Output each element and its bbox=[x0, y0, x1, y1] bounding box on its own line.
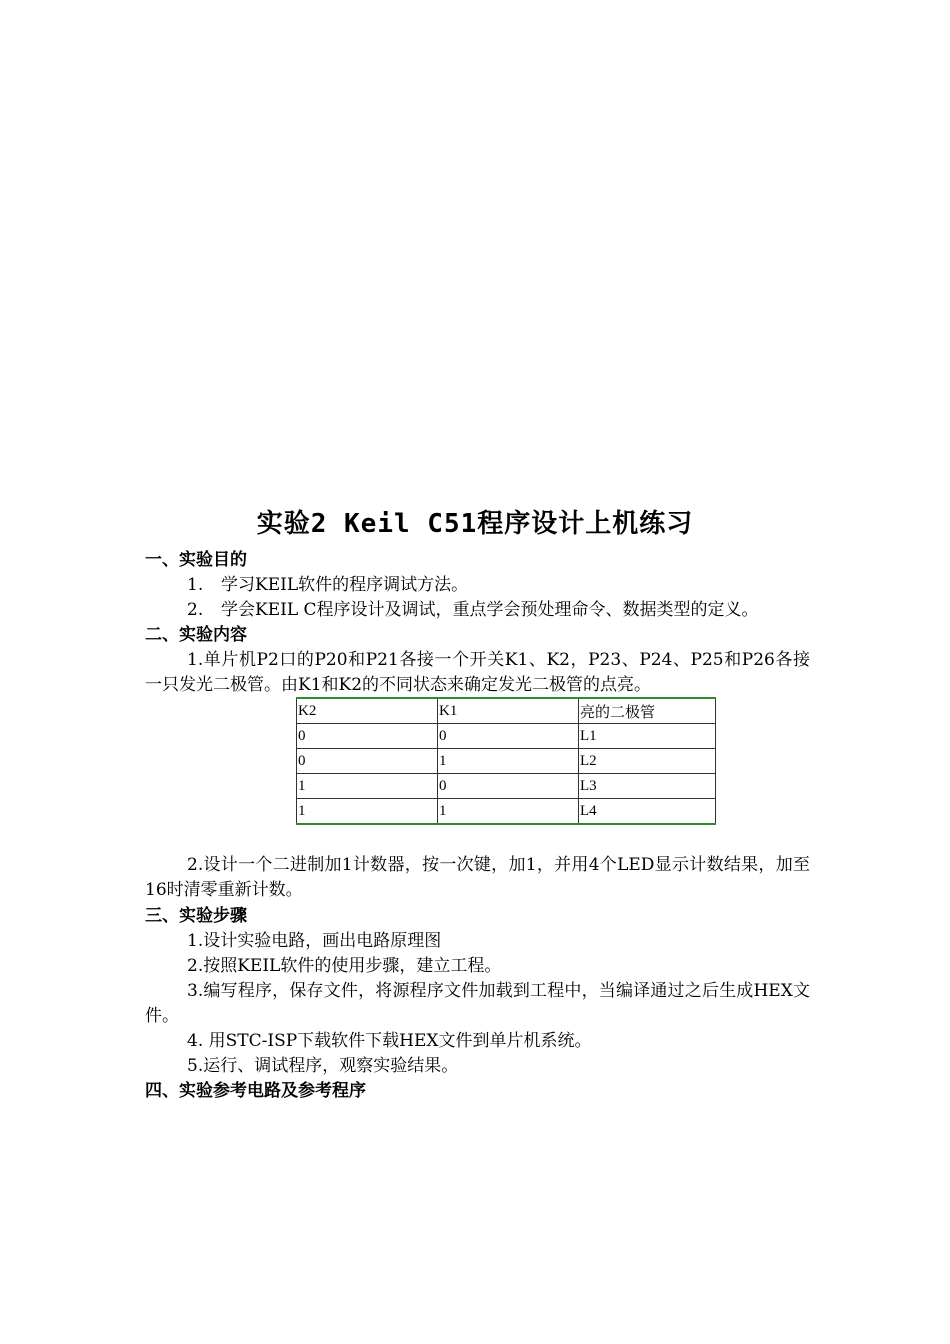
step-item: 4. 用STC-ISP下载软件下载HEX文件到单片机系统。 bbox=[187, 1031, 592, 1051]
table-cell: 1 bbox=[297, 799, 438, 825]
table-row bbox=[297, 799, 716, 825]
section-steps bbox=[145, 904, 810, 1104]
page-title: 实验2 Keil C51程序设计上机练习 bbox=[256, 509, 694, 539]
paragraph: 1.单片机P2口的P20和P21各接一个开关K1、K2，P23、P24、P25和P26各接一只发光二极管。由K1和K2的不同状态来确定发光二极管的点亮。 bbox=[145, 650, 810, 695]
table-cell: 1 bbox=[438, 749, 579, 774]
table-cell: L4 bbox=[579, 799, 716, 825]
step-item: 5.运行、调试程序，观察实验结果。 bbox=[187, 1056, 459, 1076]
section-objectives bbox=[145, 548, 810, 623]
table-cell: 0 bbox=[438, 774, 579, 799]
section-content-continued bbox=[145, 853, 810, 903]
table-cell: L1 bbox=[579, 724, 716, 749]
table-header-cell: K1 bbox=[438, 698, 579, 724]
section-heading: 一、实验目的 bbox=[145, 550, 247, 570]
step-item: 3.编写程序，保存文件，将源程序文件加载到工程中，当编译通过之后生成HEX文件。 bbox=[145, 981, 810, 1026]
section-heading: 二、实验内容 bbox=[145, 625, 247, 645]
table-row bbox=[297, 749, 716, 774]
table-header-cell: K2 bbox=[297, 698, 438, 724]
table-cell: L3 bbox=[579, 774, 716, 799]
table-row bbox=[297, 774, 716, 799]
item-number: 1. bbox=[187, 575, 204, 595]
table-cell: L2 bbox=[579, 749, 716, 774]
section-heading: 三、实验步骤 bbox=[145, 906, 247, 926]
table-header-row bbox=[297, 698, 716, 724]
list-item bbox=[145, 573, 810, 598]
section-heading: 四、实验参考电路及参考程序 bbox=[145, 1081, 366, 1101]
paragraph: 2.设计一个二进制加1计数器，按一次键，加1，并用4个LED显示计数结果，加至16时清零重新计数。 bbox=[145, 855, 810, 900]
item-number: 2. bbox=[187, 600, 204, 620]
item-text: 学习KEIL软件的程序调试方法。 bbox=[221, 575, 469, 595]
table-row bbox=[297, 724, 716, 749]
state-table bbox=[296, 697, 716, 825]
list-item bbox=[145, 598, 810, 623]
table-cell: 1 bbox=[438, 799, 579, 825]
table-header-cell: 亮的二极管 bbox=[579, 698, 716, 724]
step-item: 1.设计实验电路，画出电路原理图 bbox=[187, 931, 442, 951]
table-cell: 0 bbox=[438, 724, 579, 749]
table-cell: 1 bbox=[297, 774, 438, 799]
section-content bbox=[145, 623, 810, 698]
step-item: 2.按照KEIL软件的使用步骤，建立工程。 bbox=[187, 956, 502, 976]
table-cell: 0 bbox=[297, 724, 438, 749]
table-cell: 0 bbox=[297, 749, 438, 774]
item-text: 学会KEIL C程序设计及调试，重点学会预处理命令、数据类型的定义。 bbox=[221, 600, 759, 620]
